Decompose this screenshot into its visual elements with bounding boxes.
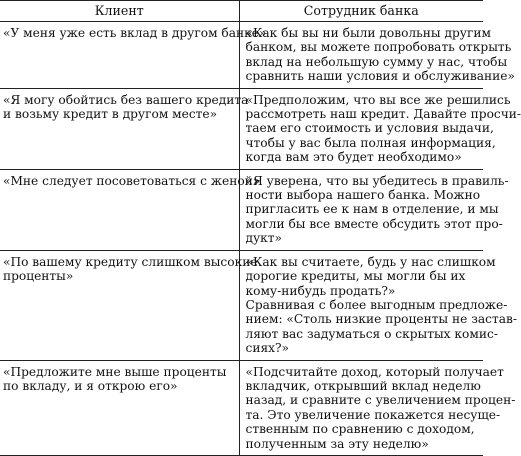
client-line: «У меня уже есть вклад в другом банке» <box>3 26 267 40</box>
header-row <box>0 1 483 22</box>
bank-cell <box>239 169 509 250</box>
table-row <box>0 88 483 169</box>
bank-line: ляют вас задуматься о скрытых комис- <box>245 326 498 341</box>
bank-line: сравнить наши условия и обслуживание» <box>245 69 515 84</box>
bank-line: вклад на небольшую сумму у нас, чтобы <box>245 54 508 69</box>
bank-cell <box>239 88 521 169</box>
bank-line: нием: «Столь низкие проценты не застав- <box>245 312 517 327</box>
client-line: «Предложите мне выше проценты <box>3 364 227 379</box>
client-cell <box>0 250 258 360</box>
table-row <box>0 169 483 250</box>
bank-cell <box>239 22 515 89</box>
bank-cell <box>239 250 517 360</box>
bank-line: сиях?» <box>245 341 290 356</box>
bank-line: Сравнивая с более выгодным предложе- <box>245 297 508 312</box>
bank-line: «Я уверена, что вы убедитесь в правиль- <box>245 173 509 188</box>
bank-line: «Как вы считаете, будь у нас слишком <box>245 254 496 269</box>
bank-line: полученным за эту неделю» <box>245 436 429 451</box>
column-header-bank: Сотрудник банка <box>239 1 483 22</box>
client-line: «Я могу обойтись без вашего кредита <box>3 92 249 107</box>
bank-line: чтобы у вас была полная информация, <box>245 135 496 150</box>
bank-line: кому-нибудь продать?» <box>245 283 396 298</box>
bank-line: вкладчик, открывший вклад неделю <box>245 378 481 393</box>
bank-line: когда вам это будет необходимо» <box>245 150 462 165</box>
bank-line: дорогие кредиты, мы могли бы их <box>245 269 466 284</box>
bank-line: «Подсчитайте доход, который получает <box>245 364 504 379</box>
table-row <box>0 250 483 360</box>
bank-line: ности выбора нашего банка. Можно <box>245 188 481 203</box>
client-line: «Мне следует посоветоваться с женой» <box>3 173 261 188</box>
client-line: и возьму кредит в другом месте» <box>3 107 218 122</box>
bank-line: назад, и сравните с увеличением процен- <box>245 393 516 408</box>
client-line: «По вашему кредиту слишком высокие <box>3 254 258 269</box>
bank-line: «Как бы вы ни были довольны другим <box>245 26 491 40</box>
bank-line: «Предположим, что вы все же решились <box>245 92 511 107</box>
bank-line: дукт» <box>245 231 282 246</box>
client-cell <box>0 88 249 169</box>
client-cell <box>0 360 239 455</box>
bank-line: пригласить ее к нам в отделение, и мы <box>245 202 499 217</box>
bank-line: ственным по сравнению с доходом, <box>245 422 475 437</box>
bank-line: таем его стоимость и условия выдачи, <box>245 121 494 136</box>
client-cell <box>0 22 267 89</box>
bank-line: банком, вы можете попробовать открыть <box>245 40 512 55</box>
client-cell <box>0 169 261 250</box>
bank-cell <box>239 360 516 455</box>
client-line: проценты» <box>3 269 74 284</box>
bank-line: та. Это увеличение покажется несуще- <box>245 407 501 422</box>
column-header-client: Клиент <box>0 1 239 22</box>
bank-line: рассмотреть наш кредит. Давайте просчи- <box>245 107 521 122</box>
bank-line: могли бы все вместе обсудить этот про- <box>245 216 503 231</box>
table-row <box>0 360 483 455</box>
table-row <box>0 22 483 89</box>
client-line: по вкладу, и я открою его» <box>3 378 178 393</box>
